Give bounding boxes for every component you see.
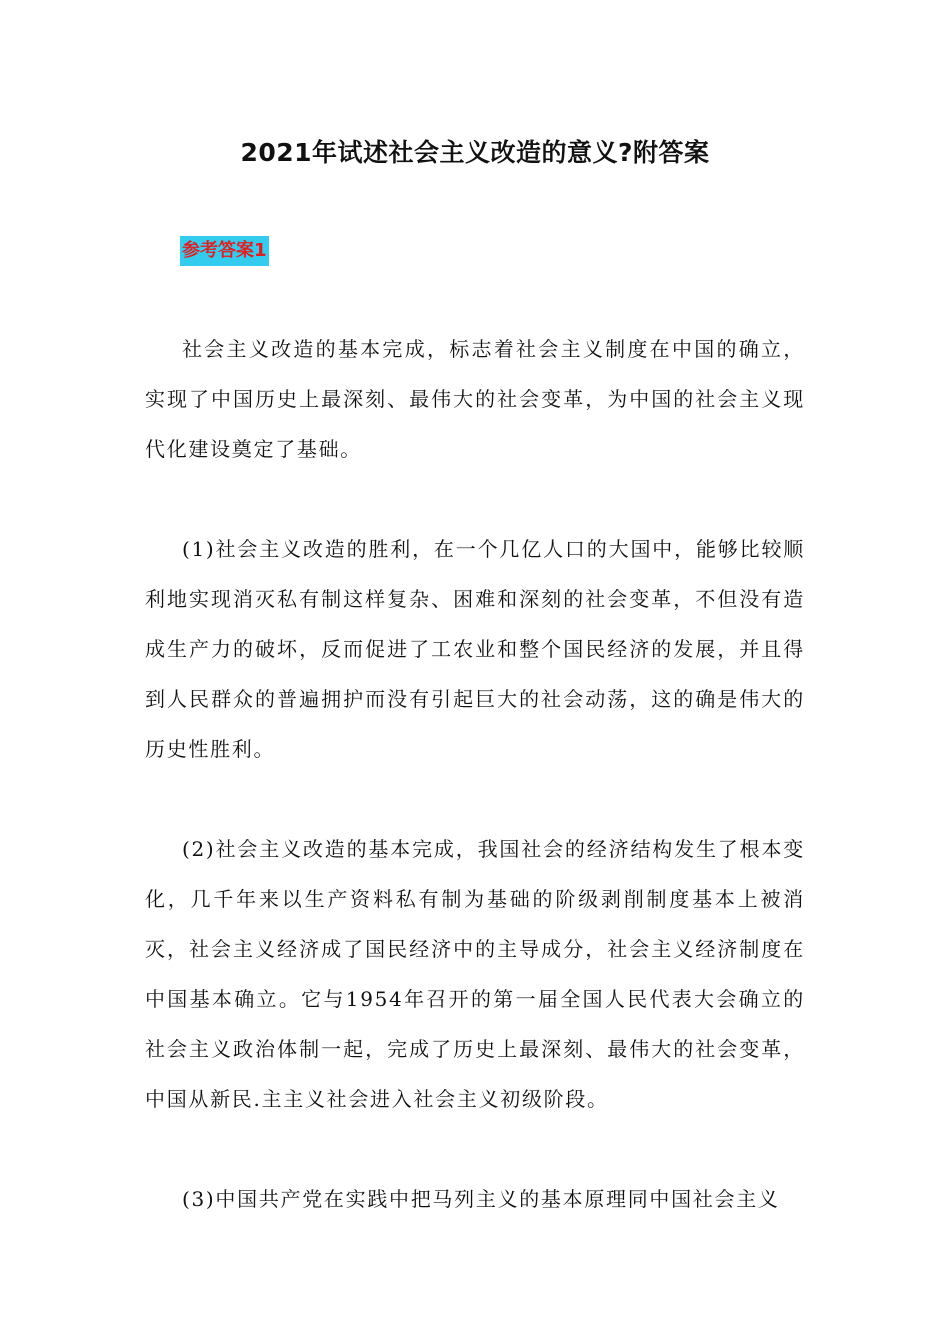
paragraph-3: (3)中国共产党在实践中把马列主义的基本原理同中国社会主义 [182, 1187, 780, 1211]
paragraph-1: (1)社会主义改造的胜利，在一个几亿人口的大国中，能够比较顺利地实现消灭私有制这样复杂、困难和深刻的社会变革，不但没有造成生产力的破坏，反而促进了工农业和整个国民经济的发展，并且得到人民群众的普遍拥护而没有引起巨大的社会动荡，这的确是伟大的历史性胜利。 [145, 537, 805, 761]
answer-label: 参考答案1 [180, 236, 269, 266]
paragraph-2: (2)社会主义改造的基本完成，我国社会的经济结构发生了根本变化，几千年来以生产资料私有制为基础的阶级剥削制度基本上被消灭，社会主义经济成了国民经济中的主导成分，社会主义经济制度在中国基本确立。它与1954年召开的第一届全国人民代表大会确立的社会主义政治体制一起，完成了历史上最深刻、最伟大的社会变革，中国从新民.主主义社会进入社会主义初级阶段。 [145, 837, 805, 1111]
document-title: 2021年试述社会主义改造的意义?附答案 [240, 138, 710, 167]
paragraph-intro: 社会主义改造的基本完成，标志着社会主义制度在中国的确立，实现了中国历史上最深刻、最伟大的社会变革，为中国的社会主义现代化建设奠定了基础。 [145, 337, 805, 461]
